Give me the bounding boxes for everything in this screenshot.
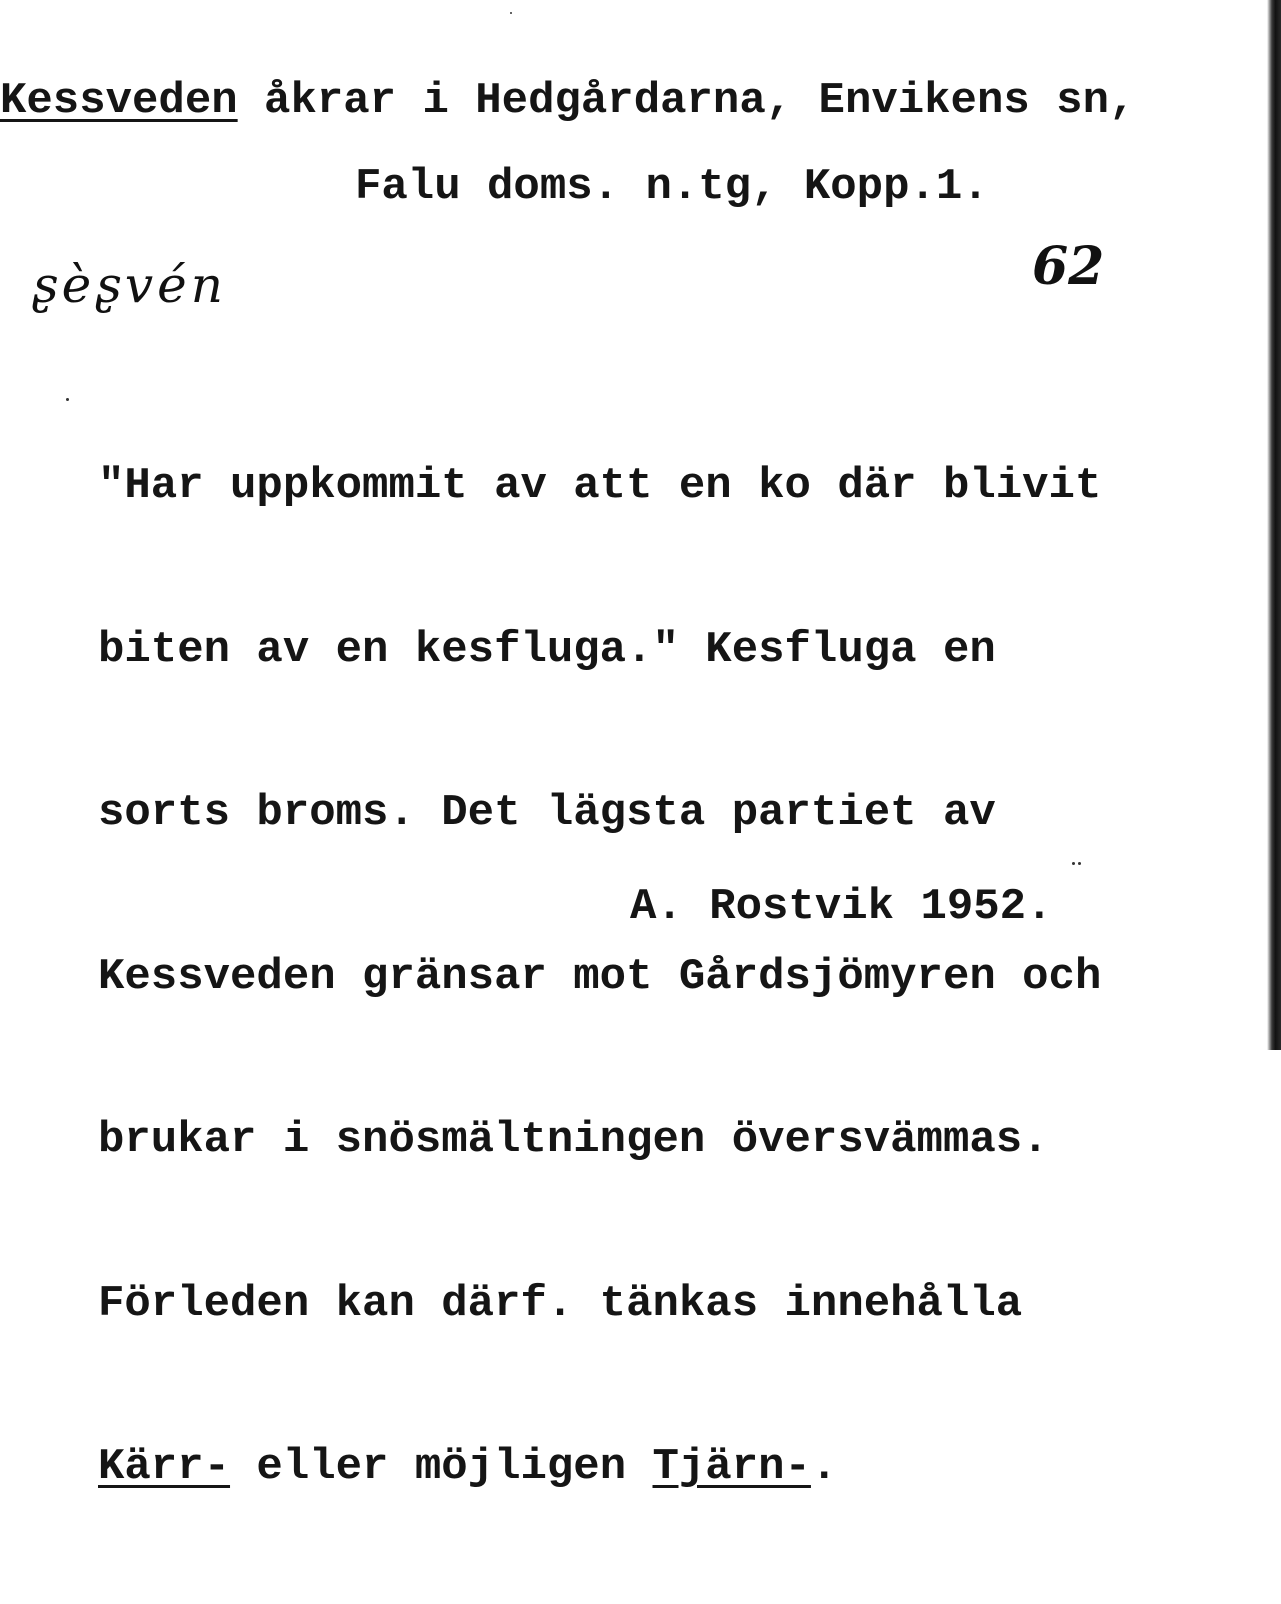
scan-edge-shadow (1267, 0, 1281, 1050)
scan-speck (66, 398, 69, 401)
underlined-word-tjarn: Tjärn- (652, 1442, 811, 1492)
scan-speck (510, 12, 512, 14)
card-signature: A. Rostvik 1952. (630, 882, 1053, 932)
heading-location: åkrar i Hedgårdarna, Envikens sn, (237, 76, 1136, 126)
card-source-reference: Falu doms. n.tg, Kopp.1. (355, 162, 989, 212)
card-body-text (98, 350, 1101, 1604)
body-line: sorts broms. Det lägsta partiet av (98, 788, 996, 838)
handwritten-card-number: 62 (1032, 236, 1105, 297)
card-heading (0, 74, 1135, 128)
body-line: Förleden kan därf. tänkas innehålla (98, 1278, 1023, 1329)
scan-speck (1078, 862, 1081, 865)
heading-place-name: Kessveden (0, 76, 238, 126)
body-line: biten av en kesfluga." Kesfluga en (98, 624, 996, 675)
underlined-word-karr: Kärr- (98, 1442, 231, 1492)
body-last-line (98, 1440, 1101, 1495)
body-line: Kessveden gränsar mot Gårdsjömyren och (98, 951, 1102, 1002)
last-line-end: . (810, 1442, 838, 1492)
last-line-middle: eller möjligen (230, 1442, 653, 1492)
body-line: brukar i snösmältningen översvämmas. (98, 1115, 1049, 1165)
scan-speck (1072, 862, 1075, 865)
body-line: "Har uppkommit av att en ko där blivit (98, 461, 1102, 511)
handwritten-phonetic-transcription: ʂèʂvén (32, 256, 227, 314)
